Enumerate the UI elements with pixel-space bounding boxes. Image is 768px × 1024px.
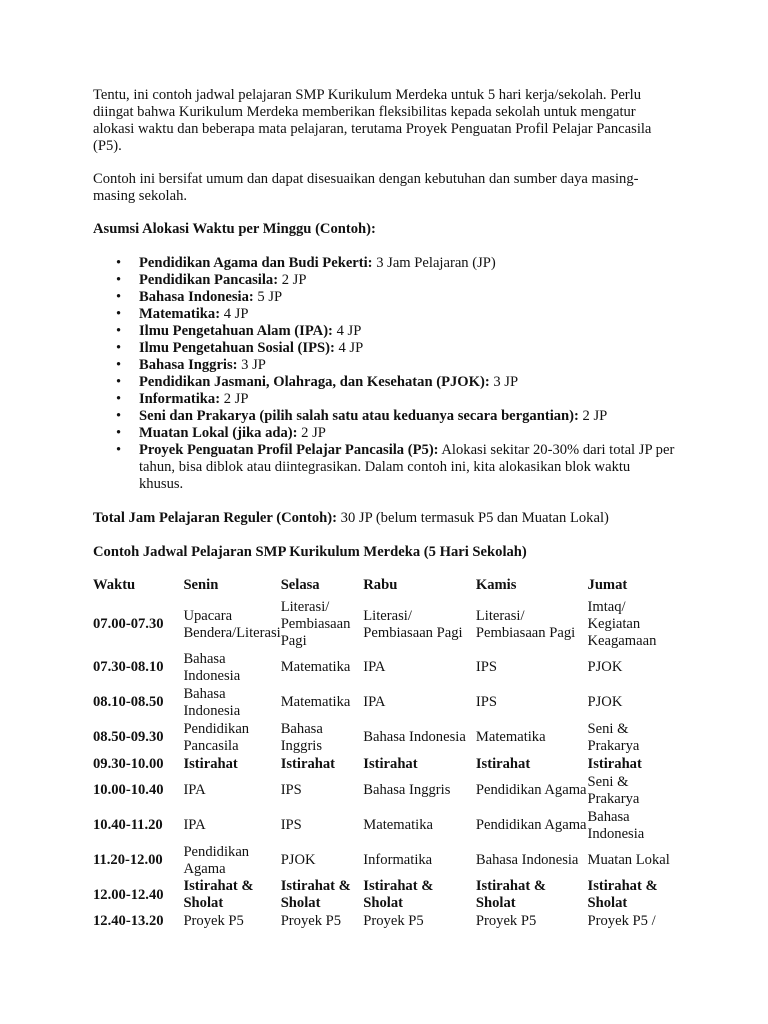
- time-cell: 07.00-07.30: [93, 616, 164, 632]
- list-item: [93, 323, 678, 340]
- table-cell: Pendidikan Agama: [475, 782, 587, 798]
- table-row: [93, 808, 673, 843]
- table-cell: Seni & Prakarya: [587, 720, 640, 754]
- table-cell: Bahasa Indonesia: [183, 650, 241, 684]
- table-cell: Upacara Bendera/Literasi: [183, 607, 281, 641]
- table-cell: IPS: [280, 817, 302, 833]
- list-item-label: Seni dan Prakarya (pilih salah satu atau keduanya secara bergantian):: [139, 408, 579, 424]
- time-cell: 08.10-08.50: [93, 694, 164, 710]
- table-cell: Bahasa Indonesia: [183, 685, 241, 719]
- table-cell: Proyek P5: [183, 912, 244, 929]
- list-item-label: Ilmu Pengetahuan Sosial (IPS):: [139, 340, 335, 356]
- list-item-value: 5 JP: [253, 289, 283, 305]
- table-cell: Imtaq/ Kegiatan Keagamaan: [587, 599, 657, 649]
- list-item-label: Pendidikan Jasmani, Olahraga, dan Kesehatan (PJOK):: [139, 374, 490, 390]
- table-cell: Bahasa Inggris: [363, 782, 451, 798]
- table-cell: IPA: [183, 817, 206, 833]
- table-cell: Literasi/ Pembiasaan Pagi: [363, 607, 463, 641]
- list-item-label: Pendidikan Pancasila:: [139, 272, 279, 288]
- list-item-value: 4 JP: [332, 323, 362, 339]
- list-item: [93, 442, 678, 493]
- table-cell: Proyek P5 /: [587, 912, 656, 929]
- table-cell: Istirahat & Sholat: [280, 878, 351, 911]
- list-item-value: 4 JP: [220, 306, 249, 322]
- table-cell: IPS: [475, 694, 497, 710]
- document-page: [93, 87, 678, 930]
- table-cell: IPS: [280, 782, 302, 798]
- list-item: [93, 425, 678, 442]
- list-item: [93, 374, 678, 391]
- time-cell: 07.30-08.10: [93, 659, 164, 675]
- table-cell: Istirahat & Sholat: [363, 878, 434, 911]
- list-item: [93, 272, 678, 289]
- list-item-label: Informatika:: [139, 391, 221, 407]
- table-cell: Istirahat & Sholat: [475, 878, 547, 911]
- table-row: [93, 599, 673, 650]
- table-cell: Proyek P5: [363, 912, 424, 929]
- table-cell: Istirahat: [587, 755, 642, 772]
- table-cell: Literasi/ Pembiasaan Pagi: [280, 599, 351, 649]
- table-cell: Proyek P5: [475, 912, 537, 929]
- time-cell: 12.00-12.40: [93, 886, 164, 903]
- table-row: [93, 755, 673, 773]
- list-item: [93, 340, 678, 357]
- table-cell: Matematika: [363, 817, 433, 833]
- list-item: [93, 289, 678, 306]
- list-item-label: Bahasa Inggris:: [139, 357, 238, 373]
- table-cell: IPS: [475, 659, 497, 675]
- list-item-value: 2 JP: [297, 425, 326, 441]
- list-item-value: 4 JP: [334, 340, 364, 356]
- time-cell: 10.40-11.20: [93, 817, 163, 833]
- list-item: [93, 306, 678, 323]
- time-cell: 09.30-10.00: [93, 755, 164, 772]
- list-item-label: Matematika:: [139, 306, 221, 322]
- table-row: [93, 878, 673, 912]
- table-cell: Istirahat & Sholat: [183, 878, 254, 911]
- table-cell: Istirahat: [280, 755, 336, 772]
- table-row: [93, 843, 673, 878]
- schedule-heading: Contoh Jadwal Pelajaran SMP Kurikulum Merdeka (5 Hari Sekolah): [93, 544, 527, 560]
- table-cell: Proyek P5: [280, 912, 342, 929]
- total-line: [93, 510, 678, 527]
- note-paragraph: Contoh ini bersifat umum dan dapat disesuaikan dengan kebutuhan dan sumber daya masing-masing sekolah.: [93, 171, 639, 204]
- list-item-label: Pendidikan Agama dan Budi Pekerti:: [139, 255, 373, 271]
- table-cell: Seni & Prakarya: [587, 773, 640, 807]
- table-header-row: [93, 577, 673, 599]
- list-item-value: 2 JP: [578, 408, 608, 424]
- list-item-value: 3 Jam Pelajaran (JP): [372, 255, 496, 271]
- table-header-cell: Jumat: [587, 577, 628, 593]
- table-cell: IPA: [363, 694, 386, 710]
- table-cell: PJOK: [280, 852, 316, 868]
- list-item-label: Muatan Lokal (jika ada):: [139, 425, 298, 441]
- alloc-heading: Asumsi Alokasi Waktu per Minggu (Contoh):: [93, 221, 376, 237]
- table-header-cell: Kamis: [475, 577, 517, 593]
- table-cell: Bahasa Indonesia: [587, 808, 645, 842]
- list-item-value: 2 JP: [278, 272, 307, 288]
- total-label: Total Jam Pelajaran Reguler (Contoh):: [93, 510, 338, 526]
- table-cell: PJOK: [587, 659, 623, 675]
- time-cell: 10.00-10.40: [93, 782, 164, 798]
- table-cell: Informatika: [363, 852, 433, 868]
- list-item-value: Alokasi sekitar 20-30% dari total JP per tahun, bisa diblok atau diintegrasikan. Dalam contoh ini, kita alokasikan blok waktu khusus.: [139, 442, 675, 492]
- table-header-cell: Rabu: [363, 577, 398, 593]
- table-cell: Muatan Lokal: [587, 852, 670, 868]
- table-cell: Bahasa Indonesia: [363, 729, 466, 745]
- total-value: 30 JP (belum termasuk P5 dan Muatan Lokal): [337, 510, 609, 526]
- list-item: [93, 391, 678, 408]
- table-cell: Pendidikan Agama: [475, 817, 587, 833]
- table-cell: PJOK: [587, 694, 623, 710]
- schedule-table: [93, 577, 673, 930]
- alloc-list: [93, 255, 678, 493]
- time-cell: 11.20-12.00: [93, 852, 163, 868]
- table-cell: Literasi/ Pembiasaan Pagi: [475, 607, 576, 641]
- table-header-cell: Senin: [183, 577, 219, 593]
- intro-paragraph: Tentu, ini contoh jadwal pelajaran SMP Kurikulum Merdeka untuk 5 hari kerja/sekolah. Perlu diingat bahwa Kurikulum Merdeka memberikan fleksibilitas kepada sekolah untuk mengatur alokasi waktu dan beberapa mata pelajaran, terutama Proyek Penguatan Profil Pelajar Pancasila (P5).: [93, 87, 652, 154]
- list-item-value: 2 JP: [220, 391, 249, 407]
- table-row: [93, 650, 673, 685]
- table-header-cell: Waktu: [93, 577, 136, 593]
- table-cell: IPA: [363, 659, 386, 675]
- table-cell: Istirahat: [183, 755, 238, 772]
- table-cell: Matematika: [280, 659, 351, 675]
- list-item: [93, 357, 678, 374]
- table-cell: Matematika: [475, 729, 546, 745]
- table-row: [93, 912, 673, 930]
- table-cell: Pendidikan Agama: [183, 843, 250, 877]
- table-cell: Istirahat: [363, 755, 418, 772]
- list-item-value: 3 JP: [237, 357, 266, 373]
- table-cell: Bahasa Indonesia: [475, 852, 579, 868]
- list-item-label: Proyek Penguatan Profil Pelajar Pancasila (P5):: [139, 442, 439, 458]
- time-cell: 12.40-13.20: [93, 912, 164, 929]
- table-row: [93, 685, 673, 720]
- table-cell: Istirahat & Sholat: [587, 878, 658, 911]
- table-cell: IPA: [183, 782, 206, 798]
- table-cell: Bahasa Inggris: [280, 720, 323, 754]
- table-row: [93, 720, 673, 755]
- list-item: [93, 408, 678, 425]
- time-cell: 08.50-09.30: [93, 729, 164, 745]
- table-cell: Pendidikan Pancasila: [183, 720, 250, 754]
- table-row: [93, 773, 673, 808]
- list-item-label: Bahasa Indonesia:: [139, 289, 254, 305]
- list-item-value: 3 JP: [489, 374, 519, 390]
- list-item-label: Ilmu Pengetahuan Alam (IPA):: [139, 323, 333, 339]
- table-cell: Istirahat: [475, 755, 531, 772]
- table-cell: Matematika: [280, 694, 351, 710]
- list-item: [93, 255, 678, 272]
- table-header-cell: Selasa: [280, 577, 320, 593]
